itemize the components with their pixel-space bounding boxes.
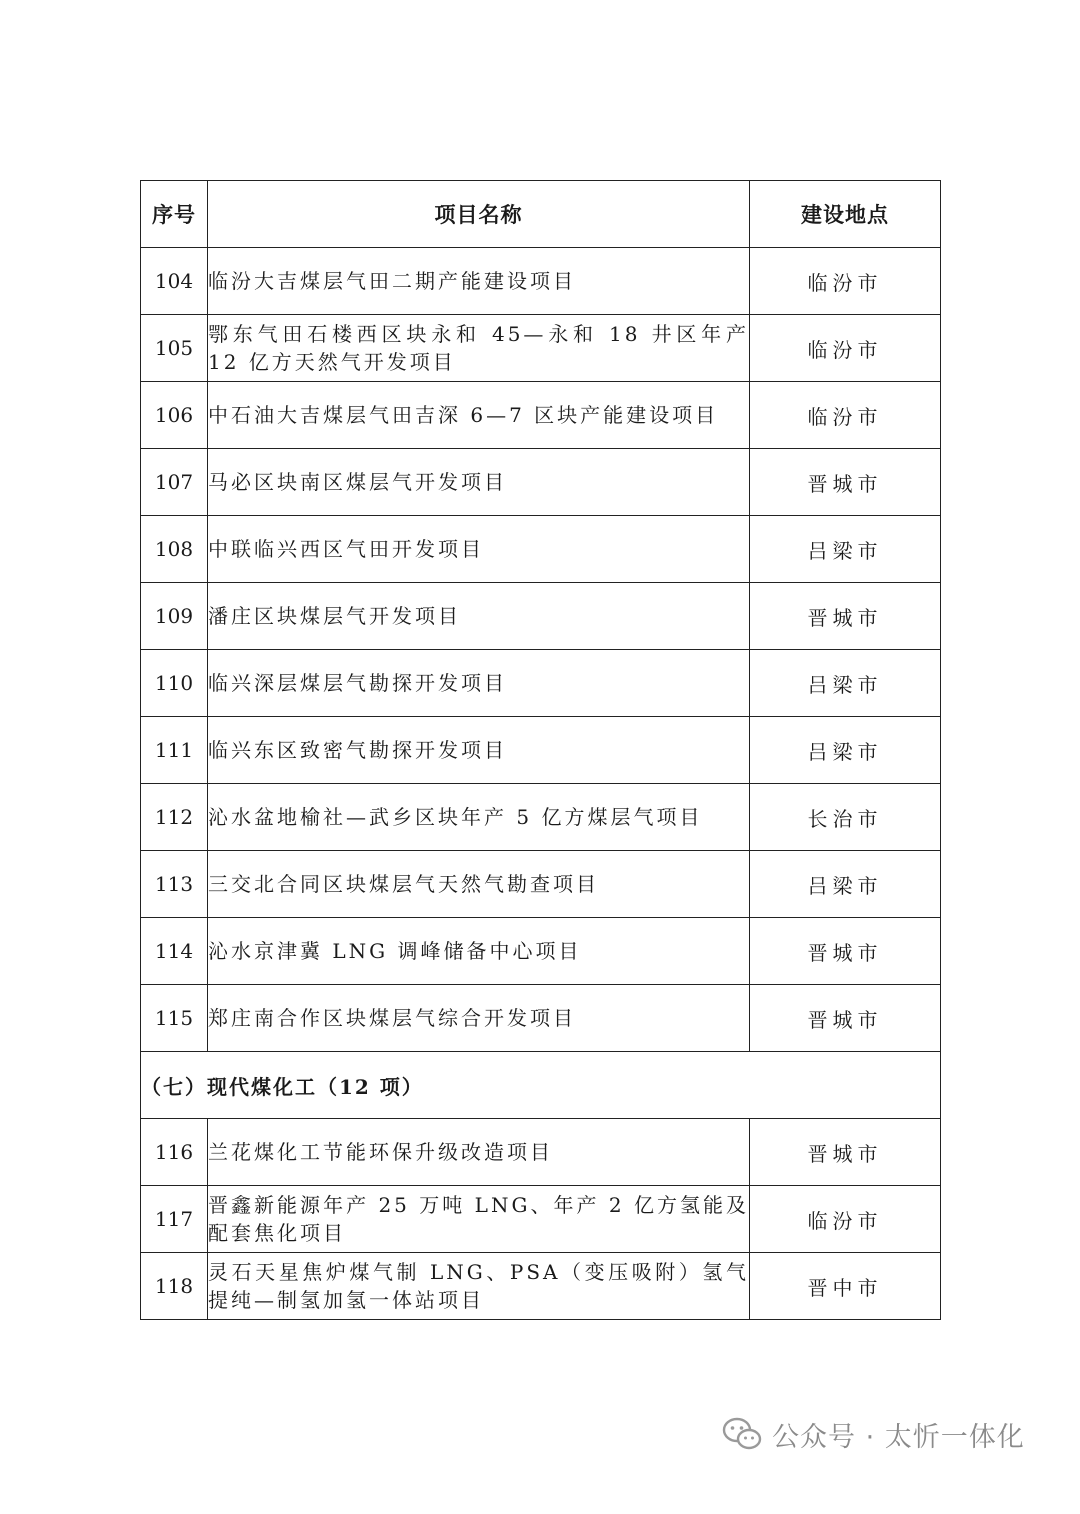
table-row <box>141 449 941 516</box>
cell-serial-number: 116 <box>141 1119 208 1186</box>
cell-serial-number: 110 <box>141 650 208 717</box>
cell-location: 晋城市 <box>750 1119 941 1186</box>
cell-serial-number: 105 <box>141 315 208 382</box>
cell-project-name: 临兴东区致密气勘探开发项目 <box>208 717 750 784</box>
table-row <box>141 1119 941 1186</box>
header-serial-number: 序号 <box>141 181 208 248</box>
table-body-coal-chemical <box>141 1119 941 1320</box>
cell-project-name: 中石油大吉煤层气田吉深 6—7 区块产能建设项目 <box>208 382 750 449</box>
cell-location: 长治市 <box>750 784 941 851</box>
cell-location: 吕梁市 <box>750 650 941 717</box>
cell-location: 吕梁市 <box>750 717 941 784</box>
cell-location: 临汾市 <box>750 1186 941 1253</box>
cell-location: 临汾市 <box>750 315 941 382</box>
watermark <box>722 1414 1025 1454</box>
table-row <box>141 985 941 1052</box>
table-row <box>141 851 941 918</box>
cell-project-name: 临汾大吉煤层气田二期产能建设项目 <box>208 248 750 315</box>
cell-serial-number: 115 <box>141 985 208 1052</box>
cell-serial-number: 108 <box>141 516 208 583</box>
cell-serial-number: 106 <box>141 382 208 449</box>
table-row <box>141 516 941 583</box>
cell-project-name: 灵石天星焦炉煤气制 LNG、PSA（变压吸附）氢气提纯—制氢加氢一体站项目 <box>208 1253 750 1320</box>
cell-serial-number: 118 <box>141 1253 208 1320</box>
table-row <box>141 1253 941 1320</box>
section-row <box>141 1052 941 1119</box>
cell-serial-number: 104 <box>141 248 208 315</box>
cell-project-name: 马必区块南区煤层气开发项目 <box>208 449 750 516</box>
cell-project-name: 潘庄区块煤层气开发项目 <box>208 583 750 650</box>
cell-location: 吕梁市 <box>750 851 941 918</box>
cell-project-name: 三交北合同区块煤层气天然气勘查项目 <box>208 851 750 918</box>
cell-location: 吕梁市 <box>750 516 941 583</box>
cell-location: 晋城市 <box>750 583 941 650</box>
watermark-text: 公众号 · 太忻一体化 <box>772 1421 1025 1453</box>
section-title: （七）现代煤化工（12 项） <box>141 1052 941 1119</box>
table-row <box>141 717 941 784</box>
cell-project-name: 鄂东气田石楼西区块永和 45—永和 18 井区年产 12 亿方天然气开发项目 <box>208 315 750 382</box>
cell-project-name: 沁水京津冀 LNG 调峰储备中心项目 <box>208 918 750 985</box>
table-section <box>141 1052 941 1119</box>
cell-serial-number: 113 <box>141 851 208 918</box>
cell-project-name: 兰花煤化工节能环保升级改造项目 <box>208 1119 750 1186</box>
cell-location: 晋城市 <box>750 985 941 1052</box>
table-row <box>141 1186 941 1253</box>
cell-location: 晋中市 <box>750 1253 941 1320</box>
table-row <box>141 382 941 449</box>
cell-location: 晋城市 <box>750 449 941 516</box>
table-row <box>141 315 941 382</box>
cell-project-name: 临兴深层煤层气勘探开发项目 <box>208 650 750 717</box>
table-row <box>141 248 941 315</box>
cell-project-name: 晋鑫新能源年产 25 万吨 LNG、年产 2 亿方氢能及配套焦化项目 <box>208 1186 750 1253</box>
cell-serial-number: 109 <box>141 583 208 650</box>
cell-location: 临汾市 <box>750 248 941 315</box>
table-row <box>141 583 941 650</box>
cell-serial-number: 112 <box>141 784 208 851</box>
cell-project-name: 中联临兴西区气田开发项目 <box>208 516 750 583</box>
header-location: 建设地点 <box>750 181 941 248</box>
cell-project-name: 郑庄南合作区块煤层气综合开发项目 <box>208 985 750 1052</box>
project-table <box>140 180 941 1320</box>
table-body-gas <box>141 248 941 1052</box>
cell-project-name: 沁水盆地榆社—武乡区块年产 5 亿方煤层气项目 <box>208 784 750 851</box>
table-header-row <box>141 181 941 248</box>
cell-serial-number: 117 <box>141 1186 208 1253</box>
table-row <box>141 650 941 717</box>
wechat-icon <box>722 1417 762 1451</box>
cell-serial-number: 107 <box>141 449 208 516</box>
cell-location: 晋城市 <box>750 918 941 985</box>
cell-serial-number: 114 <box>141 918 208 985</box>
header-project-name: 项目名称 <box>208 181 750 248</box>
cell-serial-number: 111 <box>141 717 208 784</box>
table-row <box>141 918 941 985</box>
cell-location: 临汾市 <box>750 382 941 449</box>
table-row <box>141 784 941 851</box>
